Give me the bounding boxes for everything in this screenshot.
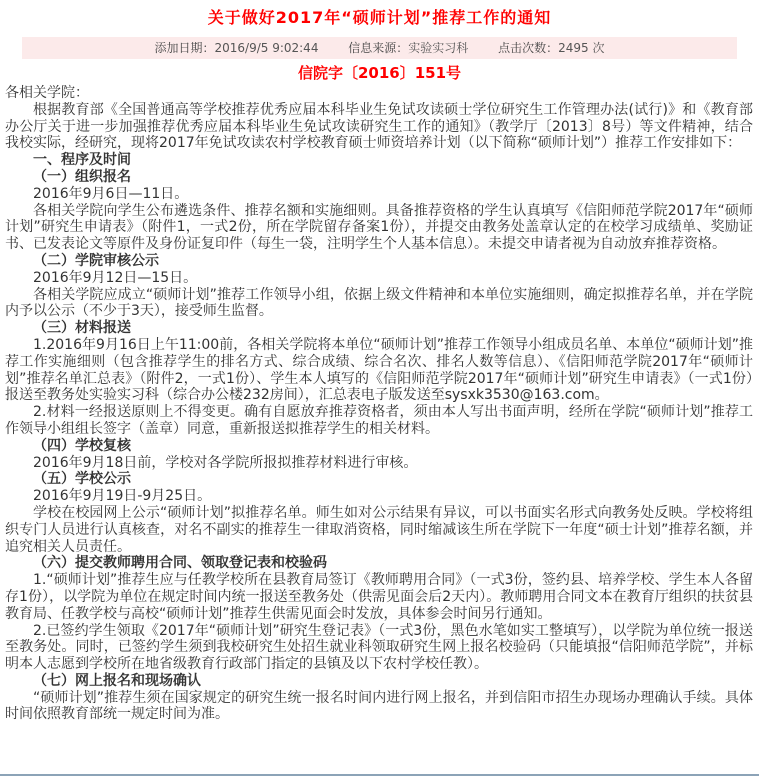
meta-bar	[22, 37, 737, 59]
body-paragraph: 根据教育部《全国普通高等学校推荐优秀应届本科毕业生免试攻读硕士学位研究生工作管理办法(试行)》和《教育部办公厅关于进一步加强推荐优秀应届本科毕业生免试攻读研究生工作的通知》（教学厅〔2013〕8号）等文件精神，结合我校实际，经研究，现将2017年免试攻读农村学校教育硕士师资培养计划（以下简称“硕师计划”）推荐工作安排如下：	[5, 101, 753, 152]
salutation: 各相关学院：	[5, 85, 89, 101]
body-paragraph: 1.2016年9月16日上午11:00前，各相关学院将本单位“硕师计划”推荐工作领导小组成员名单、本单位“硕师计划”推荐工作实施细则（包含推荐学生的排名方式、综合成绩、综合名次、排名人数等信息）、《信阳师范学院2017年“硕师计划”推荐名单汇总表》（附件2，一式1份）、学生本人填写的《信阳师范学院2017年“硕师计划”研究生申请表》（一式1份）报送至教务处实验实习科（综合办公楼232房间），汇总表电子版发送至sysxk3530@163.com。	[5, 336, 753, 404]
section-heading: （三）材料报送	[33, 320, 131, 337]
meta-source-value: 实验实习科	[408, 41, 469, 55]
date-line: 2016年9月12日—15日。	[33, 269, 198, 286]
body-paragraph: 学校在校园网上公示“硕师计划”拟推荐名单。师生如对公示结果有异议，可以书面实名形式向教务处反映。学校将组织专门人员进行认真核查，对名不副实的推荐生一律取消资格，同时缩减该生所在学院下一年度“硕士计划”推荐名额，并追究相关人员责任。	[5, 504, 753, 555]
paragraph-list	[5, 102, 753, 723]
doc-number: 信院字〔2016〕151号	[297, 64, 462, 82]
page-title: 关于做好2017年“硕师计划”推荐工作的通知	[207, 8, 552, 27]
body-paragraph: 2.已签约学生领取《2017年“硕师计划”研究生登记表》（一式3份，黑色水笔如实工整填写），以学院为单位统一报送至教务处。同时，已签约学生须到我校研究生处招生就业科领取研究生网上报名校验码（只能填报“信阳师范学院”，并标明本人志愿到学校所在地省级教育行政部门指定的县镇及以下农村学校任教）。	[5, 622, 753, 673]
body-paragraph: 1.“硕师计划”推荐生应与任教学校所在县教育局签订《教师聘用合同》（一式3份，签约县、培养学校、学生本人各留存1份），以学院为单位在规定时间内统一报送至教务处（供需见面会后2天内）。教师聘用合同文本在教育厅组织的扶贫县教育局、任教学校与高校“硕师计划”推荐生供需见面会时发放，具体参会时间另行通知。	[5, 572, 753, 622]
meta-date-label: 添加日期：	[154, 41, 215, 55]
section-heading: （一）组织报名	[33, 168, 131, 185]
section-heading: （四）学校复核	[33, 437, 131, 454]
section-heading: （二）学院审核公示	[33, 252, 159, 269]
meta-clicks	[498, 37, 604, 59]
section-heading: （六）提交教师聘用合同、领取登记表和校验码	[33, 555, 327, 572]
section-heading: （七）网上报名和现场确认	[33, 672, 201, 689]
body-paragraph: 各相关学院向学生公布遴选条件、推荐名额和实施细则。具备推荐资格的学生认真填写《信阳师范学院2017年“硕师计划”研究生申请表》（附件1，一式2份，所在学院留存备案1份），并提交由教务处盖章认定的在校学习成绩单、奖励证书、已发表论文等原件及身份证复印件（每生一袋，注明学生个人基本信息）。未提交申请者视为自动放弃推荐资格。	[5, 202, 753, 253]
date-line: 2016年9月19日-9月25日。	[33, 488, 212, 505]
section-heading: （五）学校公示	[33, 471, 131, 488]
section-heading: 一、程序及时间	[33, 152, 131, 169]
meta-date-value: 2016/9/5 9:02:44	[214, 41, 319, 55]
meta-clicks-value: 2495 次	[558, 41, 605, 55]
body-paragraph: 各相关学院应成立“硕师计划”推荐工作领导小组，依据上级文件精神和本单位实施细则，确定拟推荐名单，并在学院内予以公示（不少于3天），接受师生监督。	[5, 286, 753, 320]
body-paragraph: 2.材料一经报送原则上不得变更。确有自愿放弃推荐资格者，须由本人写出书面声明，经所在学院“硕师计划”推荐工作领导小组组长签字（盖章）同意，重新报送拟推荐学生的相关材料。	[5, 404, 753, 437]
meta-source-label: 信息来源：	[348, 41, 409, 55]
meta-date	[154, 37, 318, 59]
meta-source	[348, 37, 468, 59]
date-line: 2016年9月18日前，学校对各学院所报拟推荐材料进行审核。	[33, 454, 418, 471]
document-body	[0, 85, 759, 723]
meta-clicks-label: 点击次数：	[498, 41, 559, 55]
body-paragraph: “硕师计划”推荐生须在国家规定的研究生统一报名时间内进行网上报名，并到信阳市招生办现场办理确认手续。具体时间依照教育部统一规定时间为准。	[5, 689, 753, 723]
date-line: 2016年9月6日—11日。	[33, 185, 189, 202]
